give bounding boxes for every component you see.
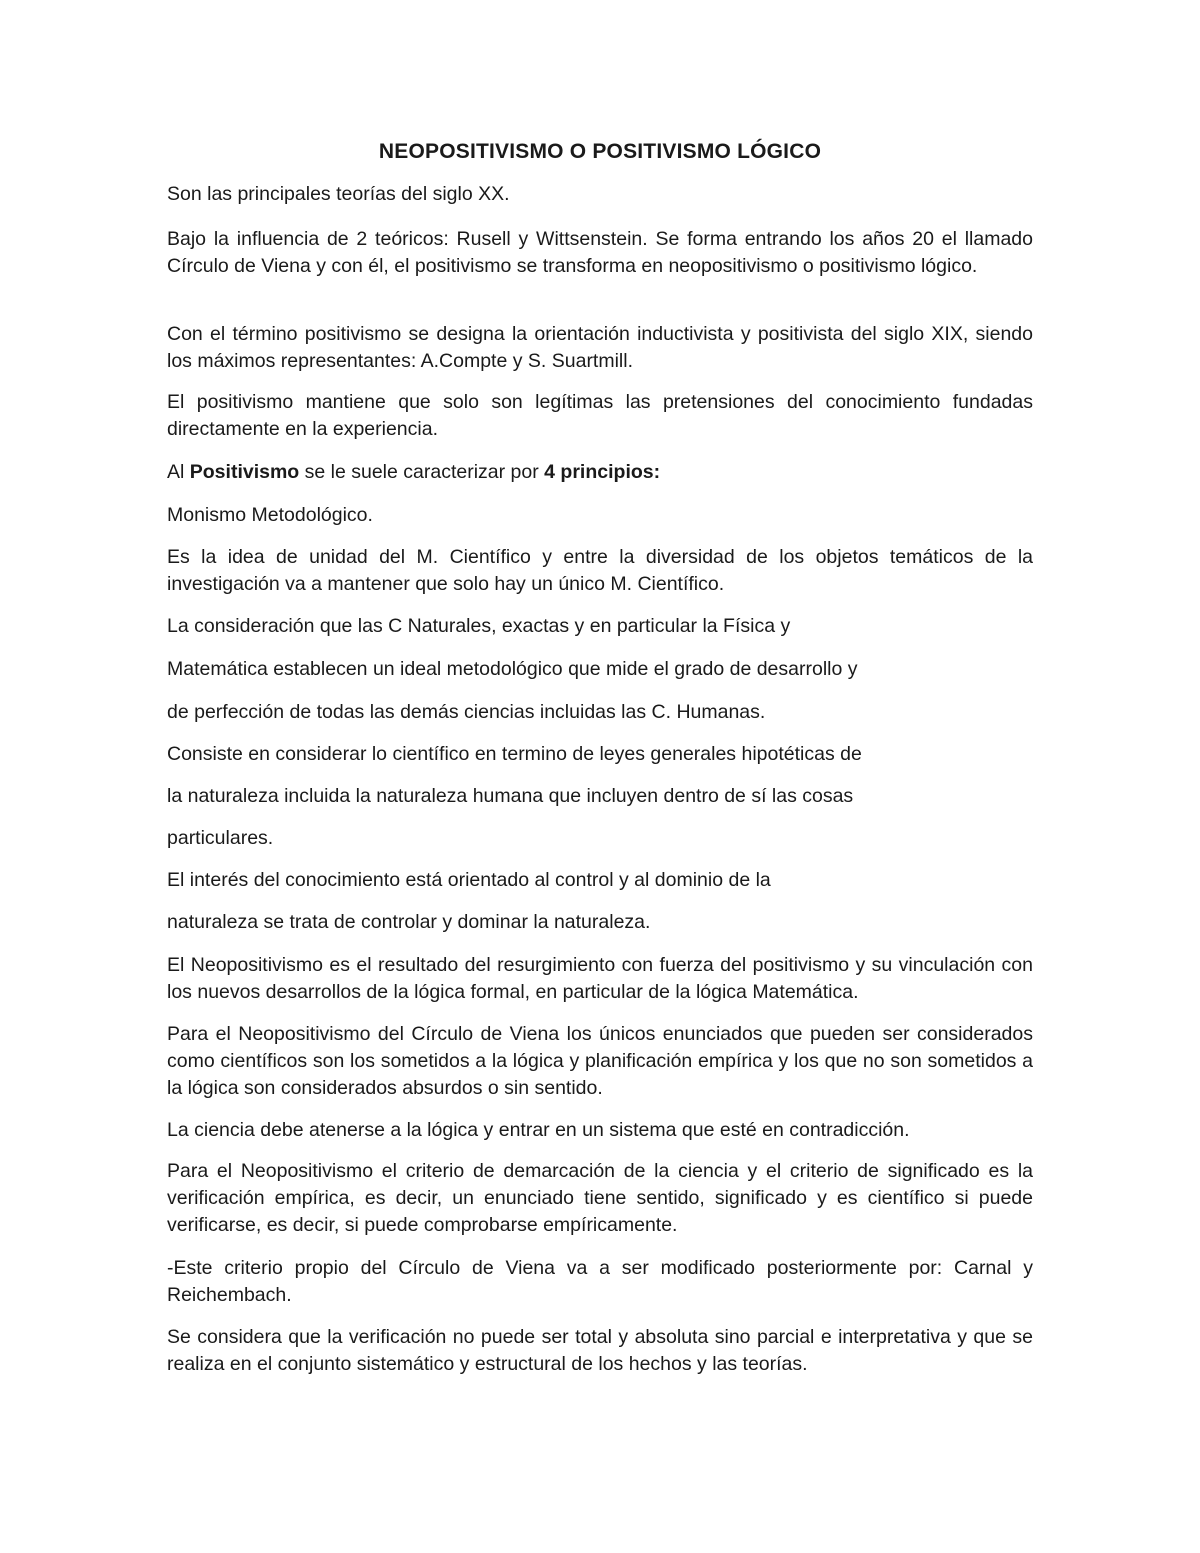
paragraph-15: naturaleza se trata de controlar y dominar la naturaleza. [167,911,651,933]
document-title: NEOPOSITIVISMO O POSITIVISMO LÓGICO [378,140,822,163]
paragraph-5-text-c: se le suele caracterizar por [299,461,545,483]
paragraph-12: la naturaleza incluida la naturaleza humana que incluyen dentro de sí las cosas [167,785,854,807]
paragraph-16: El Neopositivismo es el resultado del resurgimiento con fuerza del positivismo y su vinculación con los nuevos desarrollos de la lógica formal, en particular de la lógica Matemática. [167,954,1033,1003]
paragraph-18: La ciencia debe atenerse a la lógica y entrar en un sistema que esté en contradicción. [167,1119,910,1141]
paragraph-5-bold-principios: 4 principios: [544,461,661,483]
paragraph-14: El interés del conocimiento está orientado al control y al dominio de la [167,869,771,891]
paragraph-20: -Este criterio propio del Círculo de Viena va a ser modificado posteriormente por: Carnal y Reichembach. [167,1257,1033,1306]
paragraph-13: particulares. [167,827,274,849]
paragraph-19: Para el Neopositivismo el criterio de demarcación de la ciencia y el criterio de significado es la verificación empírica, es decir, un enunciado tiene sentido, significado y es científico si puede verificarse, es decir, si puede comprobarse empíricamente. [167,1160,1033,1236]
paragraph-10: de perfección de todas las demás ciencias incluidas las C. Humanas. [167,701,766,723]
paragraph-9: Matemática establecen un ideal metodológico que mide el grado de desarrollo y [167,658,858,680]
paragraph-11: Consiste en considerar lo científico en termino de leyes generales hipotéticas de [167,743,862,765]
paragraph-3: Con el término positivismo se designa la orientación inductivista y positivista del siglo XIX, siendo los máximos representantes: A.Compte y S. Suartmill. [167,323,1033,372]
paragraph-6: Monismo Metodológico. [167,504,373,526]
paragraph-1: Son las principales teorías del siglo XX. [167,183,510,205]
paragraph-2: Bajo la influencia de 2 teóricos: Rusell y Wittsenstein. Se forma entrando los años 20 el llamado Círculo de Viena y con él, el positivismo se transforma en neopositivismo o positivismo lógico. [167,228,1033,277]
paragraph-7: Es la idea de unidad del M. Científico y entre la diversidad de los objetos temáticos de la investigación va a mantener que solo hay un único M. Científico. [167,546,1033,595]
paragraph-5 [167,459,660,486]
paragraph-5-text-a: Al [167,461,190,483]
paragraph-17: Para el Neopositivismo del Círculo de Viena los únicos enunciados que pueden ser considerados como científicos son los sometidos a la lógica y planificación empírica y los que no son sometidos a la lógica son considerados absurdos o sin sentido. [167,1023,1033,1099]
paragraph-5-bold-positivismo: Positivismo [189,461,300,483]
paragraph-4: El positivismo mantiene que solo son legítimas las pretensiones del conocimiento fundadas directamente en la experiencia. [167,391,1033,440]
paragraph-8: La consideración que las C Naturales, exactas y en particular la Física y [167,615,791,637]
paragraph-21: Se considera que la verificación no puede ser total y absoluta sino parcial e interpretativa y que se realiza en el conjunto sistemático y estructural de los hechos y las teorías. [167,1326,1033,1375]
